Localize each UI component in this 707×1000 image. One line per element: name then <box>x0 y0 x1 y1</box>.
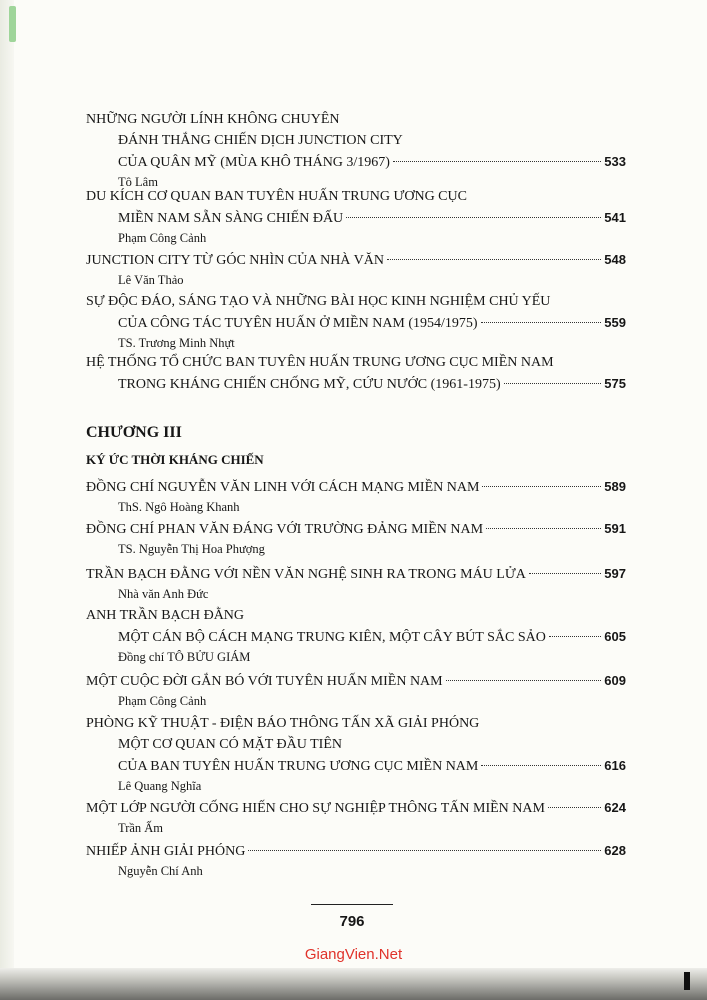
toc-entry[interactable] <box>86 291 626 353</box>
toc-entry[interactable] <box>86 476 626 517</box>
toc-entry[interactable] <box>86 563 626 604</box>
toc-entry-title-line: SỰ ĐỘC ĐÁO, SÁNG TẠO VÀ NHỮNG BÀI HỌC KINH NGHIỆM CHỦ YẾU <box>86 294 551 309</box>
toc-entry-title-line: ANH TRẦN BẠCH ĐẰNG <box>86 608 245 623</box>
page-edge-shadow <box>0 0 14 1000</box>
dot-leader <box>481 765 601 766</box>
author-name: Lê Văn Thảo <box>118 273 184 287</box>
edge-mark <box>684 972 690 990</box>
toc-entry[interactable] <box>86 352 626 394</box>
toc-entry[interactable] <box>86 605 626 667</box>
toc-entry-last-line <box>86 563 626 584</box>
author-name: Tô Lâm <box>118 175 158 189</box>
toc-entry-title-line: MỘT CUỘC ĐỜI GẮN BÓ VỚI TUYÊN HUẤN MIỀN NAM <box>86 674 443 689</box>
toc-entry-title-line: CỦA QUÂN MỸ (MÙA KHÔ THÁNG 3/1967) <box>118 155 390 170</box>
toc-entry-title-line: ĐỒNG CHÍ PHAN VĂN ĐÁNG VỚI TRƯỜNG ĐẢNG MIỀN NAM <box>86 522 484 537</box>
author-name: ThS. Ngô Hoàng Khanh <box>118 500 240 514</box>
page-number: 624 <box>604 800 626 815</box>
chapter-title: CHƯƠNG III <box>86 424 182 441</box>
page-number: 589 <box>604 479 626 494</box>
chapter-subtitle: KÝ ỨC THỜI KHÁNG CHIẾN <box>86 452 264 467</box>
toc-entry[interactable] <box>86 797 626 838</box>
author-name: TS. Trương Minh Nhựt <box>118 336 235 350</box>
dot-leader <box>529 573 601 574</box>
toc-entry-last-line <box>86 312 626 333</box>
page-number: 616 <box>604 758 626 773</box>
page-bottom-edge <box>0 968 707 1000</box>
toc-entry[interactable] <box>86 249 626 290</box>
author-name: Trần Ấm <box>118 821 164 835</box>
toc-entry-title-line: MIỀN NAM SẴN SÀNG CHIẾN ĐẤU <box>118 211 344 226</box>
page-number: 541 <box>604 210 626 225</box>
toc-entry-last-line <box>86 151 626 172</box>
page-number: 605 <box>604 629 626 644</box>
toc-entry-title-line: PHÒNG KỸ THUẬT - ĐIỆN BÁO THÔNG TẤN XÃ GIẢI PHÓNG <box>86 716 480 731</box>
toc-entry-title-line: CỦA BAN TUYÊN HUẤN TRUNG ƯƠNG CỤC MIỀN NAM <box>118 759 479 774</box>
page-number: 591 <box>604 521 626 536</box>
toc-entry-last-line <box>86 670 626 691</box>
toc-entry-title-line: MỘT CƠ QUAN CÓ MẶT ĐẦU TIÊN <box>118 737 343 752</box>
watermark: GiangVien.Net <box>304 946 403 963</box>
dot-leader <box>346 217 601 218</box>
toc-entry-title-line: HỆ THỐNG TỔ CHỨC BAN TUYÊN HUẤN TRUNG ƯƠNG CỤC MIỀN NAM <box>86 355 554 370</box>
dot-leader <box>504 383 602 384</box>
toc-entry[interactable] <box>86 670 626 711</box>
toc-entry-last-line <box>86 840 626 861</box>
toc-entry-title-line: JUNCTION CITY TỪ GÓC NHÌN CỦA NHÀ VĂN <box>86 253 384 268</box>
dot-leader <box>387 259 601 260</box>
dot-leader <box>481 322 602 323</box>
page-folio: 796 <box>339 913 365 930</box>
dot-leader <box>248 850 601 851</box>
toc-entry-title-line: DU KÍCH CƠ QUAN BAN TUYÊN HUẤN TRUNG ƯƠNG CỤC <box>86 189 467 204</box>
page-number: 597 <box>604 566 626 581</box>
folio-rule <box>311 904 393 905</box>
author-name: Đồng chí TÔ BỬU GIÁM <box>118 650 251 664</box>
toc-entry-title-line: TRONG KHÁNG CHIẾN CHỐNG MỸ, CỨU NƯỚC (1961-1975) <box>118 377 501 392</box>
toc-entry-title-line: MỘT LỚP NGƯỜI CỐNG HIẾN CHO SỰ NGHIỆP THÔNG TẤN MIỀN NAM <box>86 801 545 816</box>
toc-entry-last-line <box>86 626 626 647</box>
toc-entry-title-line: TRẦN BẠCH ĐẰNG VỚI NỀN VĂN NGHỆ SINH RA TRONG MÁU LỬA <box>86 567 526 582</box>
dot-leader <box>446 680 602 681</box>
page-number: 609 <box>604 673 626 688</box>
dot-leader <box>486 528 601 529</box>
author-name: Lê Quang Nghĩa <box>118 779 202 793</box>
toc-entry-last-line <box>86 755 626 776</box>
toc-entry[interactable] <box>86 713 626 796</box>
toc-entry-last-line <box>86 797 626 818</box>
dot-leader <box>393 161 601 162</box>
toc-entry-title-line: CỦA CÔNG TÁC TUYÊN HUẤN Ở MIỀN NAM (1954/1975) <box>118 316 478 331</box>
toc-entry[interactable] <box>86 840 626 881</box>
author-name: Nhà văn Anh Đức <box>118 587 209 601</box>
toc-entry-title-line: NHỮNG NGƯỜI LÍNH KHÔNG CHUYÊN <box>86 112 340 127</box>
toc-entry[interactable] <box>86 518 626 559</box>
toc-entry-last-line <box>86 476 626 497</box>
toc-entry-title-line: ĐỒNG CHÍ NGUYỄN VĂN LINH VỚI CÁCH MẠNG MIỀN NAM <box>86 480 480 495</box>
toc-entry-title-line: NHIẾP ẢNH GIẢI PHÓNG <box>86 844 246 859</box>
toc-entry[interactable] <box>86 186 626 248</box>
page-number: 559 <box>604 315 626 330</box>
dot-leader <box>548 807 601 808</box>
dot-leader <box>549 636 601 637</box>
page-number: 533 <box>604 154 626 169</box>
toc-entry-last-line <box>86 373 626 394</box>
toc-entry-title-line: MỘT CÁN BỘ CÁCH MẠNG TRUNG KIÊN, MỘT CÂY BÚT SẮC SẢO <box>118 630 546 645</box>
page-number: 628 <box>604 843 626 858</box>
author-name: Phạm Công Cảnh <box>118 231 207 245</box>
toc-entry-last-line <box>86 249 626 270</box>
toc-entry-last-line <box>86 518 626 539</box>
page-number: 575 <box>604 376 626 391</box>
author-name: Phạm Công Cảnh <box>118 694 207 708</box>
toc-entry-title-line: ĐÁNH THẮNG CHIẾN DỊCH JUNCTION CITY <box>118 133 403 148</box>
author-name: TS. Nguyễn Thị Hoa Phượng <box>118 542 265 556</box>
page-number: 548 <box>604 252 626 267</box>
toc-entry[interactable] <box>86 109 626 192</box>
green-page-tab <box>9 6 16 42</box>
dot-leader <box>482 486 601 487</box>
toc-entry-last-line <box>86 207 626 228</box>
author-name: Nguyễn Chí Anh <box>118 864 203 878</box>
